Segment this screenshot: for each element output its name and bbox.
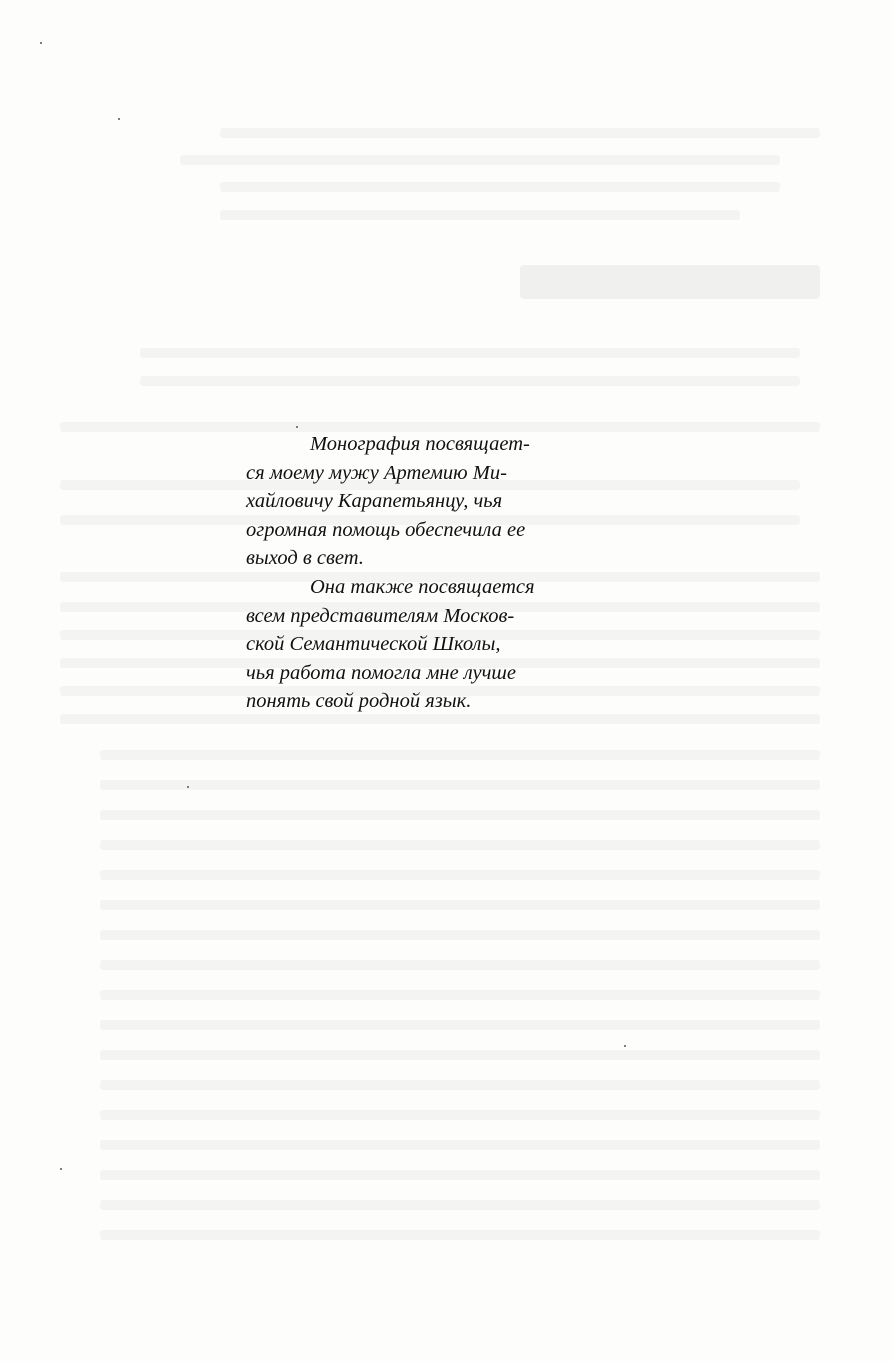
dedication-paragraph-1 <box>240 430 660 573</box>
ghost-line <box>100 1200 820 1210</box>
ghost-line <box>140 348 800 358</box>
ghost-line <box>100 1020 820 1030</box>
ghost-line <box>100 1050 820 1060</box>
ghost-line <box>220 128 820 138</box>
ghost-line <box>100 780 820 790</box>
ghost-line <box>100 870 820 880</box>
dedication-paragraph-2 <box>240 573 660 716</box>
paper-speck <box>296 426 298 428</box>
paper-speck <box>118 118 120 120</box>
ghost-line <box>100 1230 820 1240</box>
dedication-line: хайловичу Карапетьянцу, чья <box>246 490 503 513</box>
dedication-line: ской Семантической Школы, <box>246 633 501 656</box>
ghost-line <box>220 182 780 192</box>
ghost-line <box>100 900 820 910</box>
dedication-line: всем представителям Москов- <box>246 604 515 627</box>
ghost-line <box>180 155 780 165</box>
paper-speck <box>60 1168 62 1170</box>
paper-speck <box>187 786 189 788</box>
dedication-line: ся моему мужу Артемию Ми- <box>246 461 507 484</box>
ghost-line <box>140 376 800 386</box>
paper-speck <box>624 1045 626 1047</box>
dedication-line: чья работа помогла мне лучше <box>246 661 516 684</box>
ghost-line <box>100 1140 820 1150</box>
ghost-line <box>100 960 820 970</box>
ghost-line <box>100 990 820 1000</box>
dedication-line: Она также посвящается <box>310 575 535 598</box>
dedication-line: Монография посвящает- <box>310 433 530 455</box>
ghost-line <box>100 1170 820 1180</box>
paper-speck <box>40 42 42 44</box>
ghost-line <box>220 210 740 220</box>
ghost-line <box>100 810 820 820</box>
dedication-line: выход в свет. <box>246 547 364 570</box>
ghost-line <box>100 930 820 940</box>
dedication-line: огромная помощь обеспечила ее <box>246 518 526 541</box>
ghost-line <box>100 750 820 760</box>
ghost-line <box>100 1110 820 1120</box>
ghost-heading <box>520 265 820 299</box>
ghost-line <box>100 1080 820 1090</box>
ghost-line <box>100 840 820 850</box>
dedication-block <box>240 430 660 716</box>
dedication-line: понять свой родной язык. <box>246 690 472 713</box>
